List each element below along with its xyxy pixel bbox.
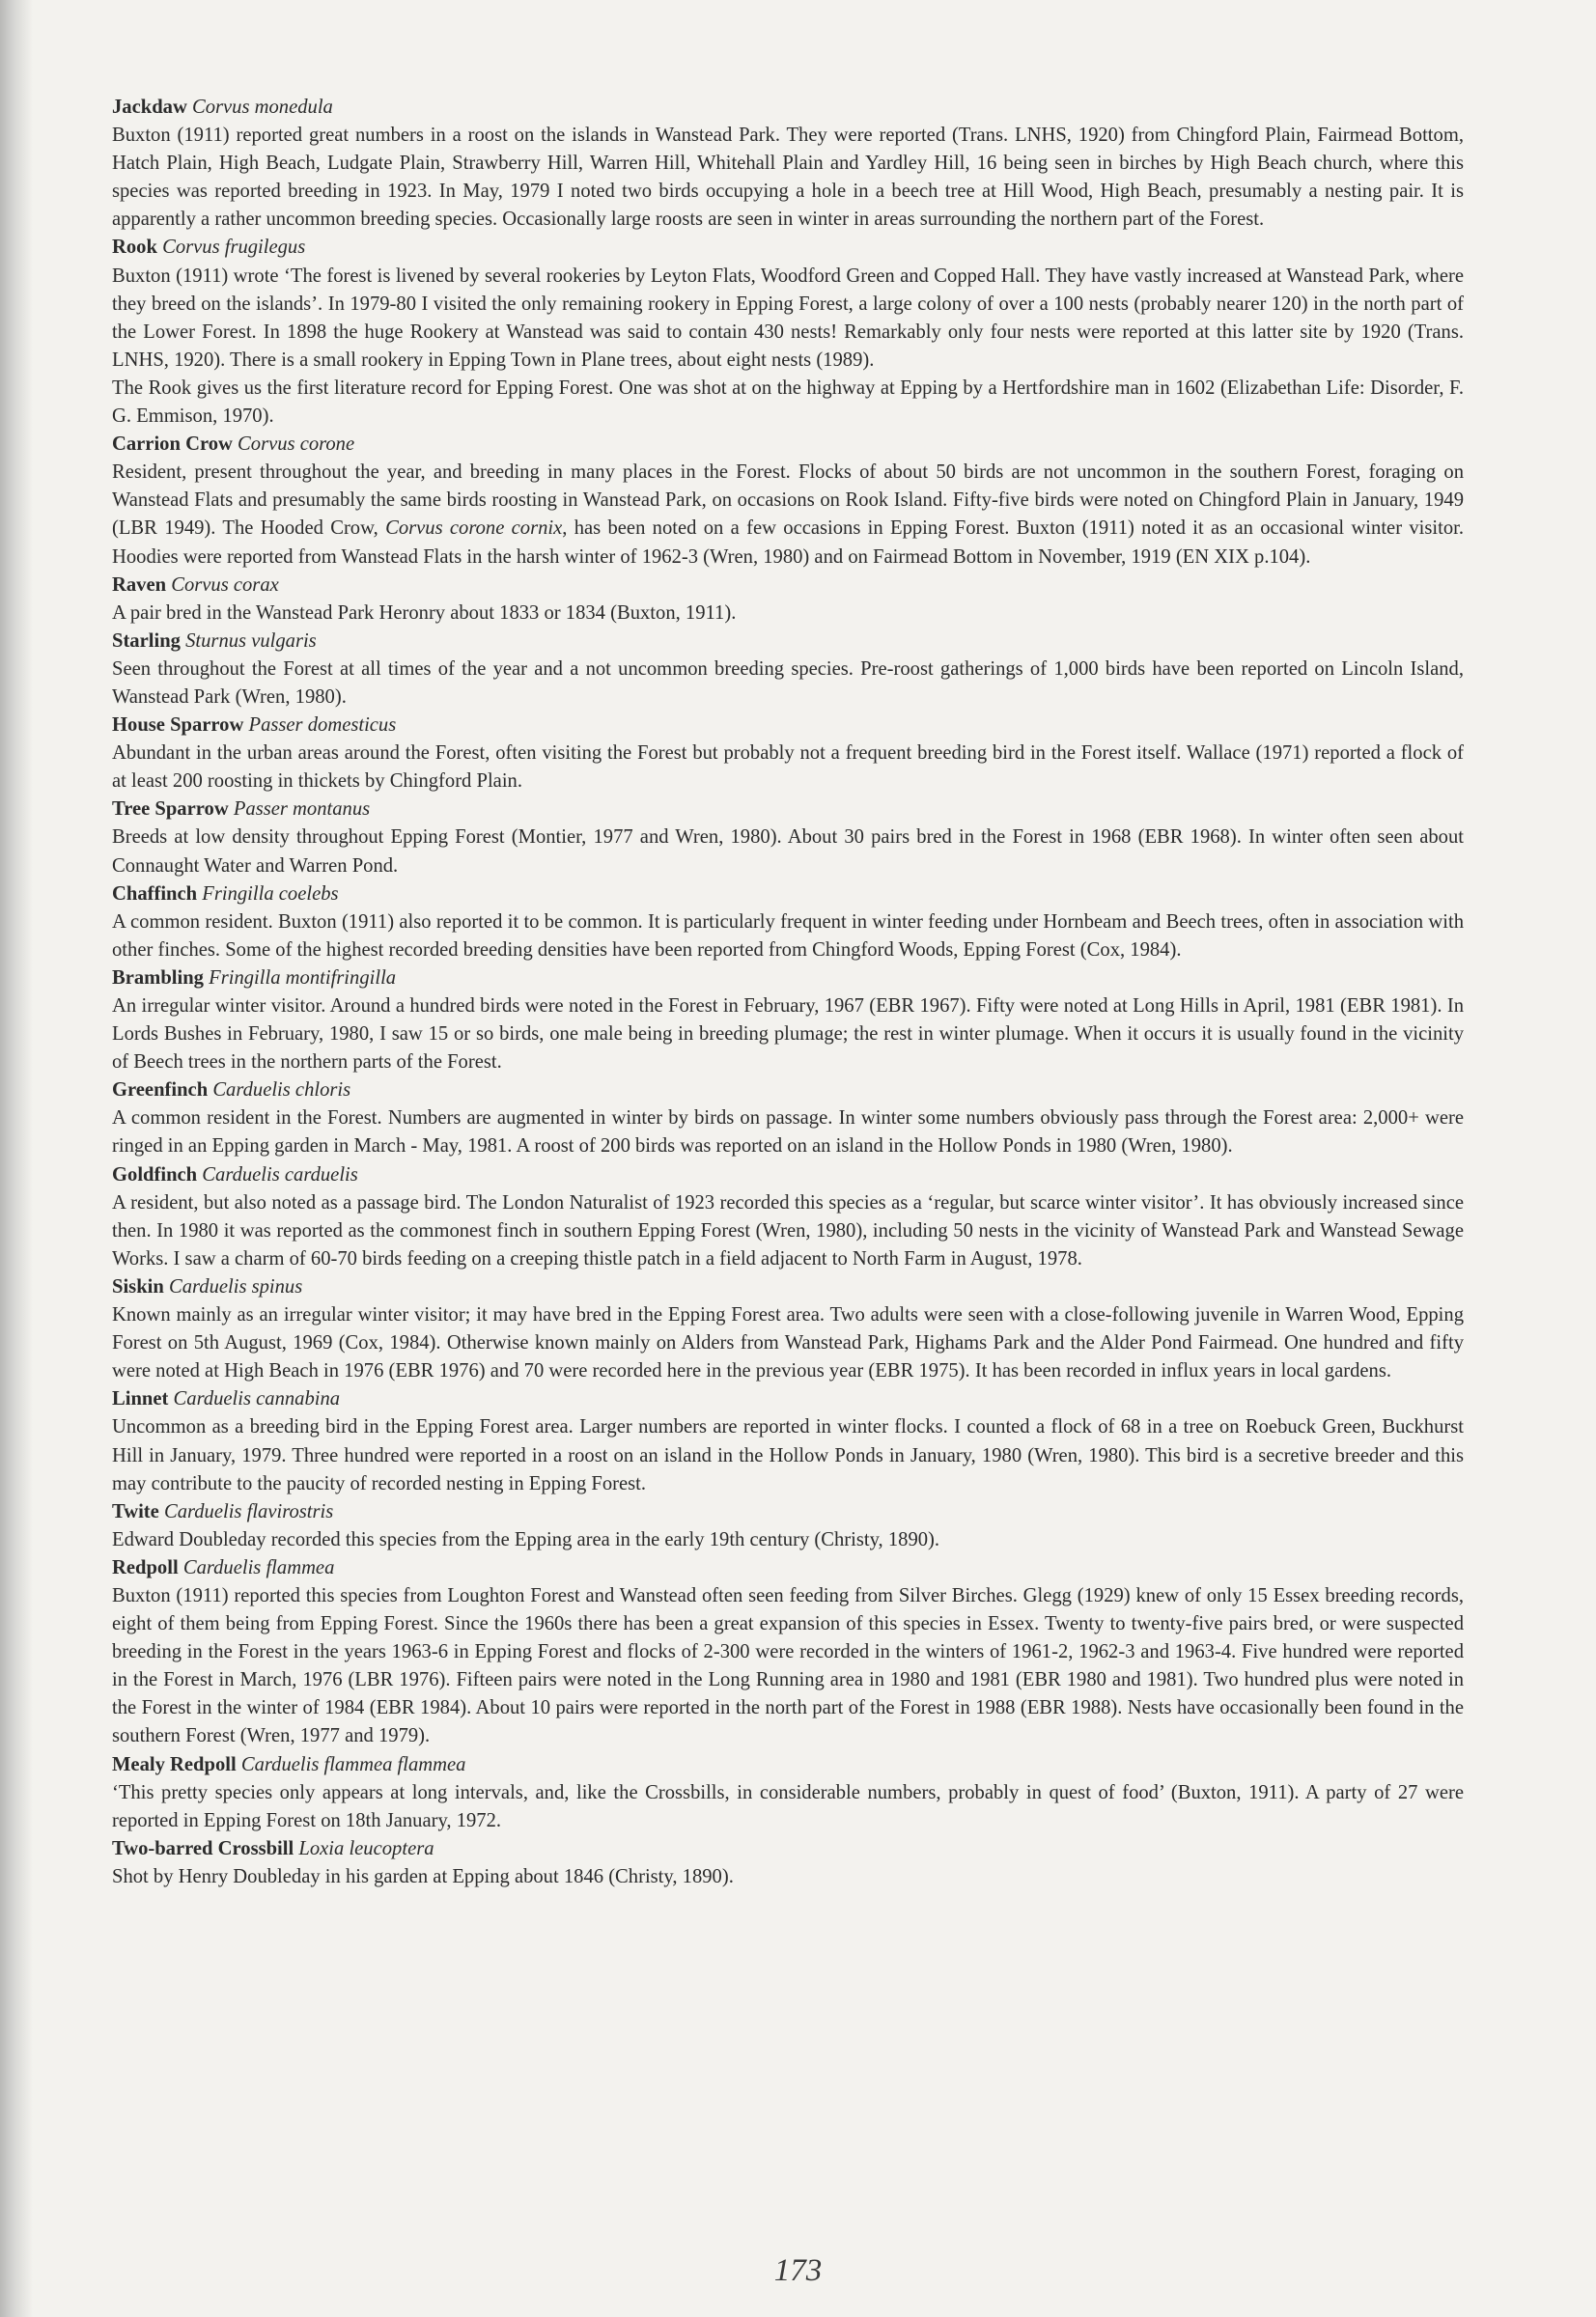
- species-description: A resident, but also noted as a passage bird. The London Naturalist of 1923 recorded this species as a ‘regular, but scarce winter visitor’. It has obviously increased since then. In 1980 it was reported as the commonest finch in southern Epping Forest (Wren, 1980), including 50 nests in the vicinity of Wanstead Park and Wanstead Sewage Works. I saw a charm of 60-70 birds feeding on a creeping thistle patch in a field adjacent to North Farm in August, 1978.: [112, 1191, 1464, 1270]
- latin-name: Carduelis cannabina: [173, 1388, 341, 1410]
- species-description: A pair bred in the Wanstead Park Heronry about 1833 or 1834 (Buxton, 1911).: [112, 601, 737, 624]
- common-name: Carrion Crow: [112, 433, 233, 456]
- common-name: Mealy Redpoll: [112, 1753, 237, 1775]
- species-heading: [112, 1751, 1464, 1779]
- species-heading: [112, 234, 1464, 262]
- species-accounts: [112, 94, 1464, 1891]
- common-name: Two-barred Crossbill: [112, 1837, 294, 1859]
- species-entry: [112, 1273, 1464, 1385]
- species-entry: [112, 1161, 1464, 1273]
- common-name: Raven: [112, 573, 167, 596]
- common-name: Redpoll: [112, 1556, 179, 1578]
- common-name: Greenfinch: [112, 1079, 209, 1102]
- common-name: Twite: [112, 1500, 159, 1522]
- latin-name-inline: Corvus corone cornix: [385, 517, 563, 540]
- common-name: Rook: [112, 237, 157, 259]
- species-description: Uncommon as a breeding bird in the Epping Forest area. Larger numbers are reported in winter flocks. I counted a flock of 68 in a tree on Roebuck Green, Buckhurst Hill in January, 1979. Three hundred were reported in a roost on an island in the Hollow Ponds in January, 1980 (Wren, 1980). This bird is a secretive breeder and this may contribute to the paucity of recorded nesting in Epping Forest.: [112, 1416, 1464, 1494]
- latin-name: Corvus corone: [238, 433, 355, 456]
- species-heading: [112, 1498, 1464, 1526]
- common-name: Tree Sparrow: [112, 798, 229, 821]
- species-description: Buxton (1911) reported great numbers in a roost on the islands in Wanstead Park. They were reported (Trans. LNHS, 1920) from Chingford Plain, Fairmead Bottom, Hatch Plain, High Beach, Ludgate Plain, Strawberry Hill, Warren Hill, Whitehall Plain and Yardley Hill, 16 being seen in birches by High Beach church, where this species was reported breeding in 1923. In May, 1979 I noted two birds occupying a hole in a beech tree at Hill Wood, High Beach, presumably a nesting pair. It is apparently a rather uncommon breeding species. Occasionally large roosts are seen in winter in areas surrounding the northern part of the Forest.: [112, 125, 1464, 231]
- species-description: A common resident. Buxton (1911) also reported it to be common. It is particularly frequent in winter feeding under Hornbeam and Beech trees, often in association with other finches. Some of the highest recorded breeding densities have been reported from Chingford Woods, Epping Forest (Cox, 1984).: [112, 910, 1464, 961]
- latin-name: Carduelis carduelis: [202, 1163, 358, 1186]
- species-heading: [112, 1554, 1464, 1582]
- latin-name: Carduelis flavirostris: [163, 1500, 334, 1522]
- latin-name: Loxia leucoptera: [298, 1837, 434, 1859]
- page-edge-shadow: [0, 0, 33, 2317]
- species-description: Known mainly as an irregular winter visitor; it may have bred in the Epping Forest area. Two adults were seen with a close-following juvenile in Warren Wood, Epping Forest on 5th August, 1969 (Cox, 1984). Otherwise known mainly on Alders from Wanstead Park, Highams Park and the Alder Pond Fairmead. One hundred and fifty were noted at High Beach in 1976 (EBR 1976) and 70 were recorded here in the previous year (EBR 1975). It has been recorded in influx years in local gardens.: [112, 1304, 1464, 1382]
- species-heading: [112, 712, 1464, 740]
- latin-name: Passer montanus: [233, 798, 371, 821]
- species-heading: [112, 628, 1464, 656]
- latin-name: Corvus corax: [171, 573, 279, 596]
- common-name: Linnet: [112, 1388, 169, 1410]
- latin-name: Fringilla coelebs: [202, 882, 339, 905]
- species-description: Buxton (1911) wrote ‘The forest is livened by several rookeries by Leyton Flats, Woodford Green and Copped Hall. They have vastly increased at Wanstead Park, where they breed on the islands’. In 1979-80 I visited the only remaining rookery in Epping Forest, a large colony of over a 100 nests (probably nearer 120) in the north part of the Lower Forest. In 1898 the huge Rookery at Wanstead was said to contain 430 nests! Remarkably only four nests were reported at this latter site by 1920 (Trans. LNHS, 1920). There is a small rookery in Epping Town in Plane trees, about eight nests (1989).: [112, 265, 1464, 371]
- species-description: Breeds at low density throughout Epping Forest (Montier, 1977 and Wren, 1980). About 30 pairs bred in the Forest in 1968 (EBR 1968). In winter often seen about Connaught Water and Warren Pond.: [112, 826, 1464, 877]
- species-heading: [112, 1273, 1464, 1301]
- latin-name: Carduelis spinus: [168, 1275, 303, 1298]
- species-heading: [112, 431, 1464, 459]
- species-heading: [112, 1076, 1464, 1104]
- species-description: The Rook gives us the first literature record for Epping Forest. One was shot at on the highway at Epping by a Hertfordshire man in 1602 (Elizabethan Life: Disorder, F. G. Emmison, 1970).: [112, 377, 1464, 428]
- page-number: 173: [773, 2253, 823, 2288]
- species-description: Resident, present throughout the year, and breeding in many places in the Forest. Flocks of about 50 birds are not uncommon in the southern Forest, foraging on Wanstead Flats and presumably the same birds roosting in Wanstead Park, on occasions on Rook Island. Fifty-five birds were noted on Chingford Plain in January, 1949 (LBR 1949). The Hooded Crow, Corvus corone cornix, has been noted on a few occasions in Epping Forest. Buxton (1911) noted it as an occasional winter visitor. Hoodies were reported from Wanstead Flats in the harsh winter of 1962-3 (Wren, 1980) and on Fairmead Bottom in November, 1919 (EN XIX p.104).: [112, 461, 1465, 568]
- latin-name: Corvus monedula: [191, 97, 333, 118]
- species-description: Abundant in the urban areas around the Forest, often visiting the Forest but probably not a frequent breeding bird in the Forest itself. Wallace (1971) reported a flock of at least 200 roosting in thickets by Chingford Plain.: [112, 742, 1464, 793]
- species-entry: [112, 572, 1464, 628]
- species-heading: [112, 94, 1464, 122]
- common-name: Starling: [112, 629, 181, 652]
- latin-name: Sturnus vulgaris: [185, 629, 317, 652]
- species-description: Shot by Henry Doubleday in his garden at Epping about 1846 (Christy, 1890).: [112, 1865, 734, 1887]
- species-heading: [112, 572, 1464, 600]
- species-entry: [112, 1554, 1464, 1751]
- common-name: Siskin: [112, 1275, 164, 1298]
- species-entry: [112, 1751, 1464, 1835]
- latin-name: Carduelis flammea: [182, 1556, 335, 1578]
- latin-name: Carduelis flammea flammea: [240, 1753, 466, 1775]
- latin-name: Passer domesticus: [248, 714, 397, 737]
- common-name: Brambling: [112, 966, 204, 989]
- species-entry: [112, 1835, 1464, 1891]
- latin-name: Carduelis chloris: [212, 1079, 351, 1102]
- species-description: Buxton (1911) reported this species from Loughton Forest and Wanstead often seen feeding from Silver Birches. Glegg (1929) knew of only 15 Essex breeding records, eight of them being from Epping Forest. Since the 1960s there has been a great expansion of this species in Essex. Twenty to twenty-five pairs bred, or were suspected breeding in the Forest in the years 1963-6 in Epping Forest and flocks of 2-300 were recorded in the winters of 1961-2, 1962-3 and 1963-4. Five hundred were reported in the Forest in March, 1976 (LBR 1976). Fifteen pairs were noted in the Long Running area in 1980 and 1981 (EBR 1980 and 1981). Two hundred plus were noted in the Forest in the winter of 1984 (EBR 1984). About 10 pairs were reported in the north part of the Forest in 1988 (EBR 1988). Nests have occasionally been found in the southern Forest (Wren, 1977 and 1979).: [112, 1584, 1464, 1747]
- common-name: Jackdaw: [112, 97, 187, 118]
- species-heading: [112, 1385, 1464, 1413]
- species-entry: [112, 880, 1464, 964]
- species-description: Seen throughout the Forest at all times of the year and a not uncommon breeding species. Pre-roost gatherings of 1,000 birds have been reported on Lincoln Island, Wanstead Park (Wren, 1980).: [112, 657, 1464, 708]
- latin-name: Corvus frugilegus: [162, 237, 306, 259]
- species-entry: [112, 1498, 1464, 1554]
- species-description: Edward Doubleday recorded this species from the Epping area in the early 19th century (Christy, 1890).: [112, 1528, 940, 1550]
- common-name: Chaffinch: [112, 882, 198, 905]
- species-entry: [112, 712, 1464, 796]
- common-name: House Sparrow: [112, 714, 244, 737]
- species-description: ‘This pretty species only appears at long intervals, and, like the Crossbills, in considerable numbers, probably in quest of food’ (Buxton, 1911). A party of 27 were reported in Epping Forest on 18th January, 1972.: [112, 1781, 1464, 1831]
- species-heading: [112, 796, 1464, 824]
- species-entry: [112, 1385, 1464, 1497]
- species-description: An irregular winter visitor. Around a hundred birds were noted in the Forest in February, 1967 (EBR 1967). Fifty were noted at Long Hills in April, 1981 (EBR 1981). In Lords Bushes in February, 1980, I saw 15 or so birds, one male being in breeding plumage; the rest in winter plumage. When it occurs it is usually found in the vicinity of Beech trees in the northern parts of the Forest.: [112, 995, 1464, 1074]
- common-name: Goldfinch: [112, 1163, 198, 1186]
- species-heading: [112, 1161, 1464, 1189]
- species-entry: [112, 796, 1464, 879]
- species-entry: [112, 431, 1464, 571]
- species-entry: [112, 964, 1464, 1076]
- species-entry: [112, 1076, 1464, 1160]
- species-heading: [112, 964, 1464, 992]
- species-heading: [112, 880, 1464, 908]
- latin-name: Fringilla montifringilla: [209, 966, 397, 989]
- species-description: A common resident in the Forest. Numbers are augmented in winter by birds on passage. In winter some numbers obviously pass through the Forest area: 2,000+ were ringed in an Epping garden in March - May, 1981. A roost of 200 birds was reported on an island in the Hollow Ponds in 1980 (Wren, 1980).: [112, 1107, 1464, 1158]
- species-heading: [112, 1835, 1464, 1863]
- species-entry: [112, 94, 1464, 234]
- species-entry: [112, 628, 1464, 712]
- species-entry: [112, 234, 1464, 431]
